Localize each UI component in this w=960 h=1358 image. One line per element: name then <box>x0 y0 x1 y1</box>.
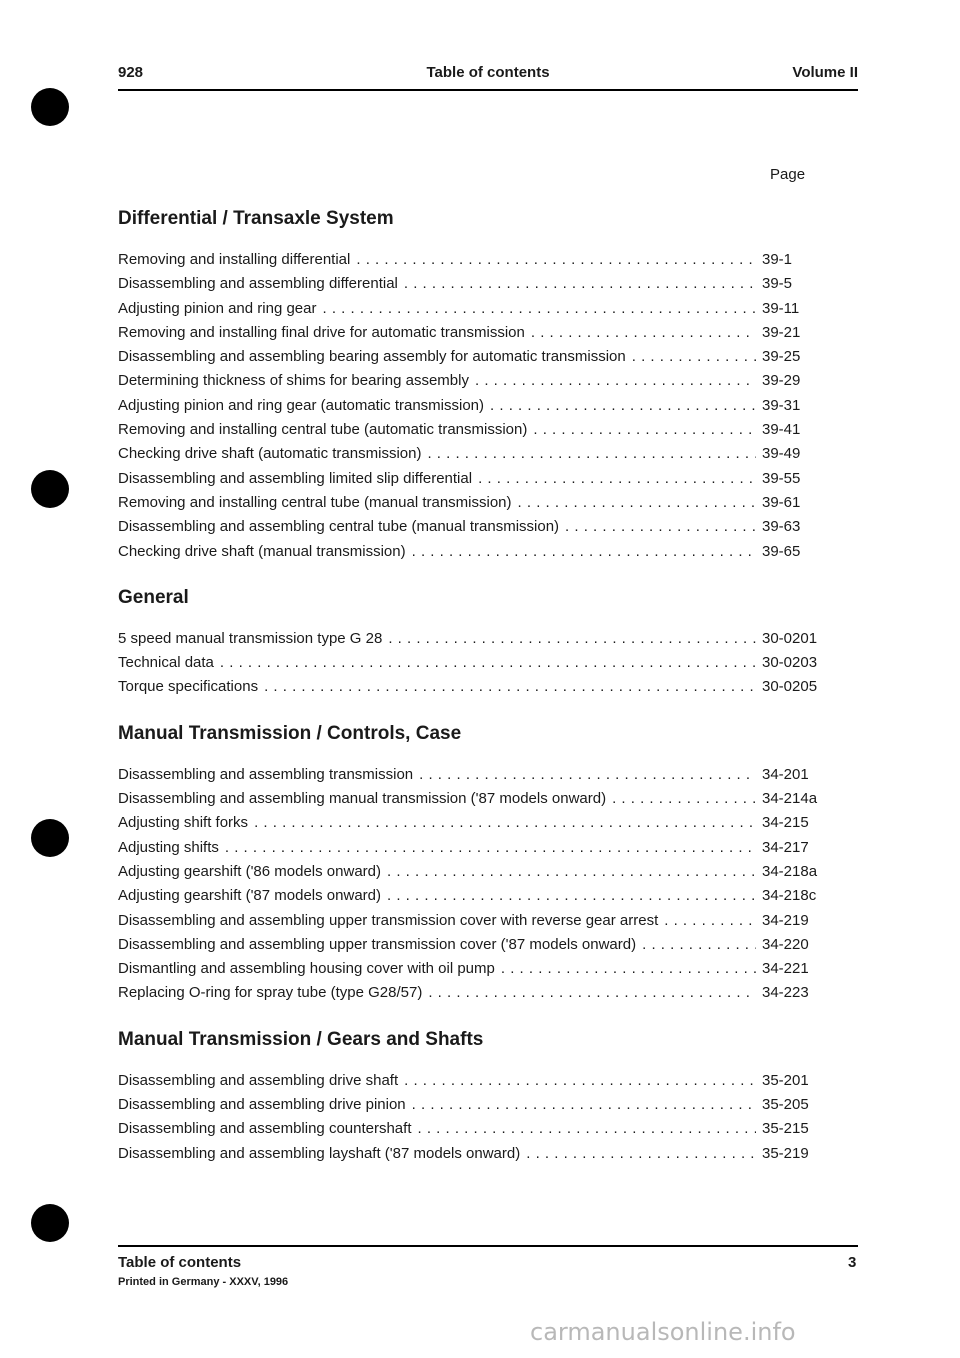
toc-entry[interactable] <box>118 836 826 860</box>
entry-title: Disassembling and assembling upper transmission cover with reverse gear arrest <box>118 911 659 929</box>
toc-entry[interactable] <box>118 321 826 345</box>
entry-title: Disassembling and assembling differential <box>118 275 398 293</box>
entry-page-number: 39-61 <box>762 493 801 511</box>
header-volume: Volume II <box>792 64 858 81</box>
header-rule <box>118 89 858 91</box>
entry-title: Determining thickness of shims for bearing assembly <box>118 372 469 390</box>
toc-entry[interactable] <box>118 1117 826 1141</box>
entry-page-number: 30-0203 <box>762 654 818 672</box>
toc-entry[interactable] <box>118 272 826 296</box>
toc-entry[interactable] <box>118 763 826 787</box>
binder-hole <box>31 470 69 508</box>
dot-leader <box>220 651 756 675</box>
toc-entry[interactable] <box>118 981 826 1005</box>
entry-page-number: 34-221 <box>762 960 809 978</box>
entry-page-number: 39-63 <box>762 518 801 536</box>
dot-leader <box>475 369 756 393</box>
dot-leader <box>531 321 756 345</box>
toc-entry[interactable] <box>118 248 826 272</box>
entry-title: Disassembling and assembling drive shaft <box>118 1071 399 1089</box>
entry-page-number: 39-5 <box>762 275 793 293</box>
toc-entry[interactable] <box>118 627 826 651</box>
entry-page-number: 34-214a <box>762 790 818 808</box>
toc-entry[interactable] <box>118 369 826 393</box>
entry-title: Adjusting pinion and ring gear <box>118 299 317 317</box>
entry-title: Adjusting shifts <box>118 838 219 856</box>
toc-section <box>118 722 826 1006</box>
dot-leader <box>518 491 756 515</box>
entry-title: Adjusting pinion and ring gear (automatic transmission) <box>118 396 485 414</box>
toc-entry[interactable] <box>118 345 826 369</box>
entry-page-number: 39-41 <box>762 421 801 439</box>
entry-title: Disassembling and assembling limited slip differential <box>118 469 473 487</box>
entry-page-number: 34-215 <box>762 814 809 832</box>
entry-page-number: 39-55 <box>762 469 801 487</box>
entry-page-number: 34-217 <box>762 838 809 856</box>
toc-entry[interactable] <box>118 467 826 491</box>
entry-title: Removing and installing central tube (manual transmission) <box>118 493 512 511</box>
entry-page-number: 39-65 <box>762 542 801 560</box>
entry-page-number: 39-29 <box>762 372 801 390</box>
entry-page-number: 34-219 <box>762 911 809 929</box>
entry-page-number: 30-0201 <box>762 629 818 647</box>
dot-leader <box>388 627 756 651</box>
toc-section <box>118 207 826 564</box>
toc-entry[interactable] <box>118 651 826 675</box>
entry-title: 5 speed manual transmission type G 28 <box>118 629 383 647</box>
entry-title: Disassembling and assembling upper transmission cover ('87 models onward) <box>118 935 637 953</box>
dot-leader <box>478 467 756 491</box>
entry-page-number: 34-218a <box>762 862 818 880</box>
header-title: Table of contents <box>426 64 550 81</box>
section-heading: Differential / Transaxle System <box>118 208 394 229</box>
dot-leader <box>565 515 756 539</box>
entry-title: Technical data <box>118 654 214 672</box>
entry-title: Adjusting gearshift ('86 models onward) <box>118 862 381 880</box>
dot-leader <box>387 884 756 908</box>
toc-entry[interactable] <box>118 933 826 957</box>
entry-page-number: 39-21 <box>762 323 801 341</box>
dot-leader <box>264 675 756 699</box>
toc-section <box>118 1028 826 1166</box>
dot-leader <box>526 1142 756 1166</box>
entry-title: Disassembling and assembling bearing assembly for automatic transmission <box>118 348 626 366</box>
dot-leader <box>419 763 756 787</box>
dot-leader <box>428 981 756 1005</box>
dot-leader <box>254 811 756 835</box>
entry-title: Torque specifications <box>118 678 259 696</box>
entry-page-number: 39-11 <box>762 299 800 317</box>
entry-title: Adjusting gearshift ('87 models onward) <box>118 887 381 905</box>
footer-page-number: 3 <box>848 1254 857 1271</box>
toc-entry[interactable] <box>118 442 826 466</box>
entry-page-number: 35-215 <box>762 1120 809 1138</box>
entry-page-number: 39-49 <box>762 445 801 463</box>
entry-title: Disassembling and assembling manual transmission ('87 models onward) <box>118 790 607 808</box>
binder-hole <box>31 1204 69 1242</box>
entry-page-number: 30-0205 <box>762 678 818 696</box>
entry-title: Checking drive shaft (manual transmission) <box>118 542 406 560</box>
watermark: carmanualsonline.info <box>530 1318 796 1346</box>
entry-title: Removing and installing central tube (automatic transmission) <box>118 421 528 439</box>
dot-leader <box>642 933 756 957</box>
entry-page-number: 35-219 <box>762 1144 809 1162</box>
toc-entry[interactable] <box>118 811 826 835</box>
entry-title: Dismantling and assembling housing cover with oil pump <box>118 960 495 978</box>
dot-leader <box>664 909 756 933</box>
toc-section <box>118 586 826 700</box>
dot-leader <box>427 442 756 466</box>
dot-leader <box>501 957 756 981</box>
entry-title: Replacing O-ring for spray tube (type G28/57) <box>118 984 423 1002</box>
entry-page-number: 39-31 <box>762 396 801 414</box>
toc-entry[interactable] <box>118 787 826 811</box>
page-column-label: Page <box>770 166 806 183</box>
header-model: 928 <box>118 64 144 81</box>
entry-title: Removing and installing differential <box>118 251 351 268</box>
toc-entry[interactable] <box>118 297 826 321</box>
toc-entry[interactable] <box>118 957 826 981</box>
toc-entry[interactable] <box>118 418 826 442</box>
toc-entry[interactable] <box>118 515 826 539</box>
binder-hole <box>31 88 69 126</box>
toc-entry[interactable] <box>118 884 826 908</box>
dot-leader <box>356 248 756 272</box>
section-heading: Manual Transmission / Gears and Shafts <box>118 1028 484 1050</box>
entry-title: Disassembling and assembling transmission <box>118 765 414 783</box>
dot-leader <box>412 1093 756 1117</box>
dot-leader <box>490 394 756 418</box>
dot-leader <box>387 860 756 884</box>
entry-page-number: 35-201 <box>762 1071 809 1089</box>
entry-page-number: 39-1 <box>762 251 793 268</box>
toc-entry[interactable] <box>118 540 826 564</box>
entry-title: Disassembling and assembling central tube (manual transmission) <box>118 518 560 536</box>
entry-title: Removing and installing final drive for automatic transmission <box>118 323 525 341</box>
toc-entry[interactable] <box>118 860 826 884</box>
table-of-contents <box>118 207 826 1166</box>
dot-leader <box>533 418 756 442</box>
entry-page-number: 34-223 <box>762 984 809 1002</box>
footer-printed-note: Printed in Germany - XXXV, 1996 <box>118 1276 289 1288</box>
entry-page-number: 35-205 <box>762 1096 809 1114</box>
dot-leader <box>632 345 756 369</box>
section-heading: General <box>118 586 189 608</box>
toc-entry[interactable] <box>118 1069 826 1093</box>
entry-page-number: 39-25 <box>762 348 801 366</box>
entry-title: Checking drive shaft (automatic transmission) <box>118 445 422 463</box>
toc-entry[interactable] <box>118 675 826 699</box>
toc-entry[interactable] <box>118 909 826 933</box>
dot-leader <box>322 297 756 321</box>
binder-hole <box>31 819 69 857</box>
toc-entry[interactable] <box>118 1142 826 1166</box>
entry-title: Disassembling and assembling layshaft ('87 models onward) <box>118 1144 521 1162</box>
entry-page-number: 34-218c <box>762 887 817 905</box>
entry-title: Adjusting shift forks <box>118 814 249 832</box>
dot-leader <box>404 1069 756 1093</box>
entry-page-number: 34-220 <box>762 935 809 953</box>
entry-page-number: 34-201 <box>762 765 809 783</box>
dot-leader <box>412 540 756 564</box>
dot-leader <box>404 272 756 296</box>
dot-leader <box>225 836 756 860</box>
entry-title: Disassembling and assembling countershaft <box>118 1120 412 1138</box>
section-heading: Manual Transmission / Controls, Case <box>118 722 462 744</box>
footer-rule <box>118 1245 858 1247</box>
toc-entry[interactable] <box>118 394 826 418</box>
entry-title: Disassembling and assembling drive pinion <box>118 1096 406 1114</box>
toc-entry[interactable] <box>118 491 826 515</box>
dot-leader <box>418 1117 757 1141</box>
toc-entry[interactable] <box>118 1093 826 1117</box>
dot-leader <box>612 787 756 811</box>
footer-title: Table of contents <box>118 1254 242 1271</box>
page-header <box>118 64 858 88</box>
